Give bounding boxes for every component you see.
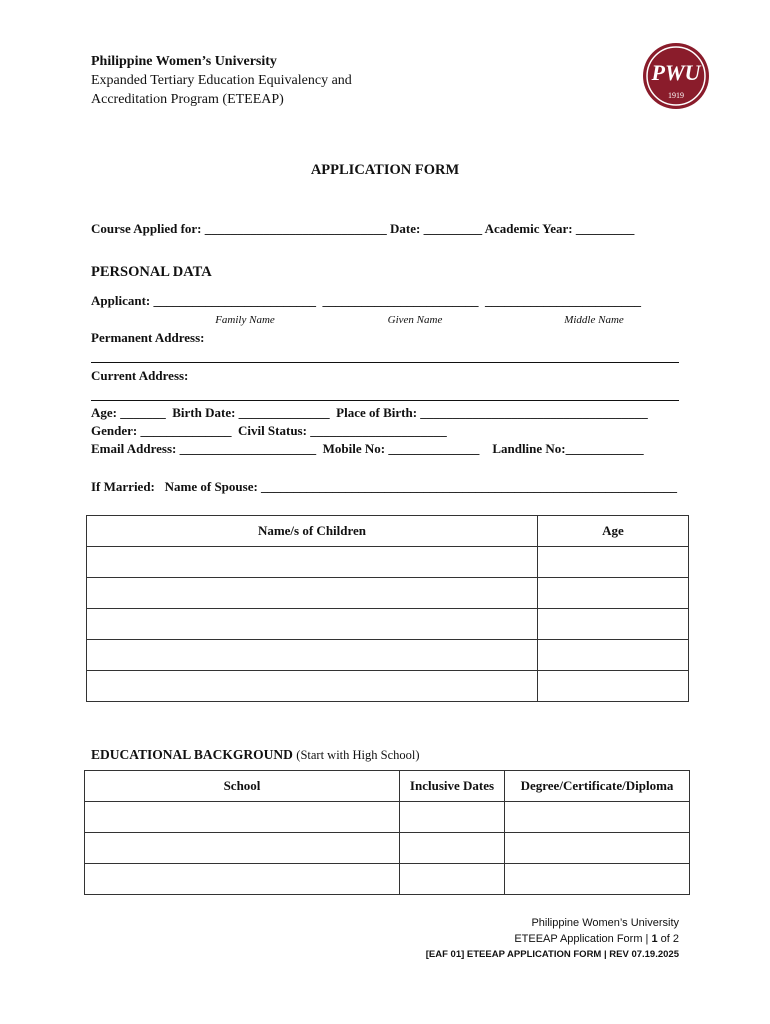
table-row <box>87 671 689 702</box>
given-name-caption: Given Name <box>387 314 443 326</box>
current-address-label: Current Address: <box>91 368 189 383</box>
dates-cell[interactable] <box>400 802 505 833</box>
degree-cell[interactable] <box>505 802 690 833</box>
applicant-field[interactable]: Applicant: _________________________ ________________________ ________________________ <box>91 293 641 308</box>
course-row <box>91 221 634 237</box>
dates-cell[interactable] <box>400 833 505 864</box>
education-note: (Start with High School) <box>296 748 420 762</box>
age-birth-row[interactable]: Age: _______ Birth Date: ______________ Place of Birth: ___________________________________ <box>91 405 648 420</box>
table-header-row <box>85 771 690 802</box>
table-row <box>85 864 690 895</box>
education-heading-text: EDUCATIONAL BACKGROUND <box>91 747 293 762</box>
logo-year: 1919 <box>668 91 684 100</box>
current-address-line[interactable] <box>91 400 679 401</box>
school-cell[interactable] <box>85 833 400 864</box>
inclusive-dates-header: Inclusive Dates <box>400 771 505 802</box>
footer-form-name: ETEEAP Application Form | <box>514 933 652 945</box>
degree-header: Degree/Certificate/Diploma <box>505 771 690 802</box>
children-name-header: Name/s of Children <box>87 516 538 547</box>
child-name-cell[interactable] <box>87 547 538 578</box>
school-cell[interactable] <box>85 864 400 895</box>
permanent-address-label: Permanent Address: <box>91 330 205 345</box>
child-name-cell[interactable] <box>87 671 538 702</box>
header-block <box>91 52 352 109</box>
program-line-2: Accreditation Program (ETEEAP) <box>91 92 284 107</box>
child-age-cell[interactable] <box>538 609 689 640</box>
child-age-cell[interactable] <box>538 671 689 702</box>
table-row <box>87 578 689 609</box>
footer-page-info <box>426 931 679 947</box>
middle-name-caption: Middle Name <box>564 314 624 326</box>
footer-page-current: 1 <box>651 933 658 945</box>
child-name-cell[interactable] <box>87 609 538 640</box>
footer-university: Philippine Women’s University <box>531 917 679 929</box>
school-header: School <box>85 771 400 802</box>
academic-year-field[interactable]: Academic Year: _________ <box>484 221 635 236</box>
child-age-cell[interactable] <box>538 547 689 578</box>
table-row <box>87 609 689 640</box>
family-name-caption: Family Name <box>215 314 275 326</box>
children-table <box>86 515 689 702</box>
child-name-cell[interactable] <box>87 640 538 671</box>
degree-cell[interactable] <box>505 864 690 895</box>
footer-page-total: of 2 <box>657 933 679 945</box>
program-line-1: Expanded Tertiary Education Equivalency and <box>91 73 352 88</box>
child-age-cell[interactable] <box>538 640 689 671</box>
table-header-row <box>87 516 689 547</box>
form-title: APPLICATION FORM <box>310 162 460 178</box>
table-row <box>87 640 689 671</box>
table-row <box>87 547 689 578</box>
footer-revision: [EAF 01] ETEEAP APPLICATION FORM | REV 07.19.2025 <box>425 949 679 960</box>
logo-text: PWU <box>651 60 701 85</box>
contact-row[interactable]: Email Address: _____________________ Mobile No: ______________ Landline No:____________ <box>91 441 644 456</box>
permanent-address-line[interactable] <box>91 362 679 363</box>
school-cell[interactable] <box>85 802 400 833</box>
course-applied-field[interactable]: Course Applied for: ____________________________ <box>91 221 387 236</box>
page-footer <box>426 915 679 963</box>
children-age-header: Age <box>538 516 689 547</box>
child-name-cell[interactable] <box>87 578 538 609</box>
education-heading <box>91 747 420 763</box>
education-table <box>84 770 690 895</box>
personal-data-heading: PERSONAL DATA <box>91 264 212 280</box>
university-name: Philippine Women’s University <box>91 54 277 69</box>
gender-civil-row[interactable]: Gender: ______________ Civil Status: _____________________ <box>91 423 447 438</box>
table-row <box>85 833 690 864</box>
child-age-cell[interactable] <box>538 578 689 609</box>
degree-cell[interactable] <box>505 833 690 864</box>
dates-cell[interactable] <box>400 864 505 895</box>
table-row <box>85 802 690 833</box>
university-logo <box>642 42 710 110</box>
date-field[interactable]: Date: _________ <box>390 221 483 236</box>
spouse-row[interactable]: If Married: Name of Spouse: ________________________________________________________________ <box>91 479 678 494</box>
